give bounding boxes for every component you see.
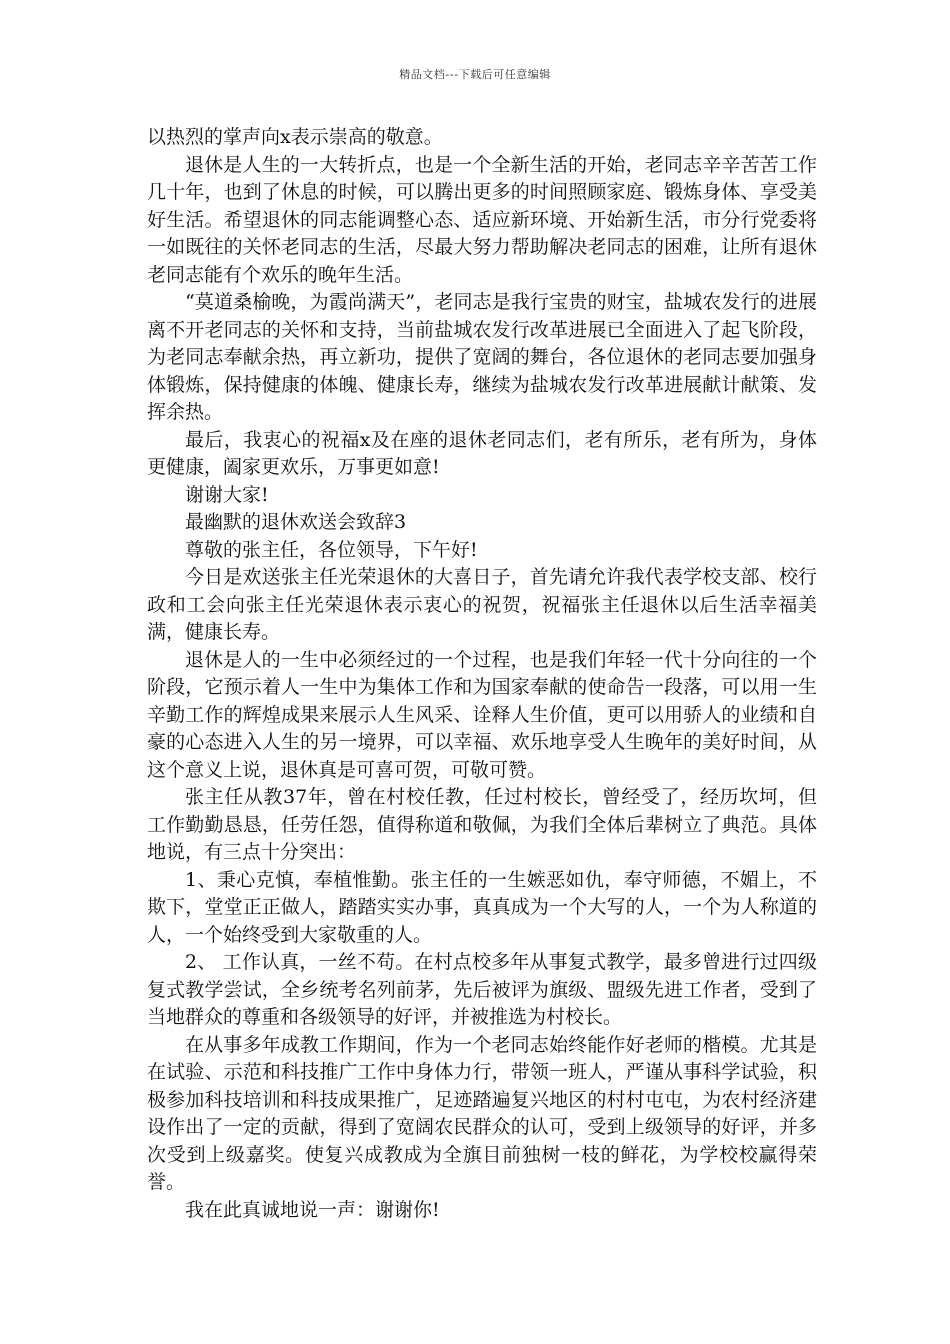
salutation: 尊敬的张主任，各位领导，下午好!: [185, 538, 478, 561]
section-heading: 最幽默的退休欢送会致辞3: [185, 511, 407, 533]
document-body: [147, 124, 817, 1224]
page-header: 精品文档---下载后可任意编辑: [399, 68, 551, 81]
list-item: 1、秉心克慎，奉植惟勤。张主任的一生嫉恶如仇，奉守师德，不媚上，不欺下，堂堂正正做人，踏踏实实办事，真真成为一个大写的人，一个为人称道的人，一个始终受到大家敬重的人。: [147, 868, 817, 946]
paragraph: 张主任从教37年，曾在村校任教，任过村校长，曾经受了，经历坎坷，但工作勤勤恳恳，任劳任怨，值得称道和敬佩，为我们全体后辈树立了典范。具体地说，有三点十分突出：: [147, 786, 817, 863]
paragraph: 退休是人生的一大转折点，也是一个全新生活的开始，老同志辛辛苦苦工作几十年，也到了休息的时候，可以腾出更多的时间照顾家庭、锻炼身体、享受美好生活。希望退休的同志能调整心态、适应新环境、开始新生活，市分行党委将一如既往的关怀老同志的生活，尽最大努力帮助解决老同志的困难，让所有退休老同志能有个欢乐的晚年生活。: [147, 153, 817, 286]
closing-line: 我在此真诚地说一声：谢谢你!: [185, 1198, 440, 1221]
paragraph: 在从事多年成教工作期间，作为一个老同志始终能作好老师的楷模。尤其是在试验、示范和科技推广工作中身体力行，带领一班人，严谨从事科学试验，积极参加科技培训和科技成果推广，足迹踏遍复兴地区的村村屯屯，为农村经济建设作出了一定的贡献，得到了宽阔农民群众的认可，受到上级领导的好评，并多次受到上级嘉奖。使复兴成教成为全旗目前独树一枝的鲜花，为学校校赢得荣誉。: [147, 1033, 817, 1193]
paragraph: 最后，我衷心的祝福x及在座的退休老同志们，老有所乐，老有所为，身体更健康，阖家更欢乐，万事更如意!: [147, 428, 817, 478]
list-item: 2、 工作认真，一丝不苟。在村点校多年从事复式教学，最多曾进行过四级复式教学尝试，全乡统考名列前茅，先后被评为旗级、盟级先进工作者，受到了当地群众的尊重和各级领导的好评，并被推选为村校长。: [147, 951, 817, 1028]
paragraph: “莫道桑榆晚，为霞尚满天”，老同志是我行宝贵的财宝，盐城农发行的进展离不开老同志的关怀和支持，当前盐城农发行改革进展已全面进入了起飞阶段，为老同志奉献余热，再立新功，提供了宽阔的舞台，各位退休的老同志要加强身体锻炼，保持健康的体魄、健康长寿，继续为盐城农发行改革进展献计献策、发挥余热。: [147, 291, 817, 423]
paragraph: 退休是人的一生中必须经过的一个过程，也是我们年轻一代十分向往的一个阶段，它预示着人一生中为集体工作和为国家奉献的使命告一段落，可以用一生辛勤工作的辉煌成果来展示人生风采、诠释人生价值，更可以用骄人的业绩和自豪的心态进入人生的另一境界，可以幸福、欢乐地享受人生晚年的美好时间，从这个意义上说，退休真是可喜可贺，可敬可赞。: [147, 648, 817, 781]
paragraph: 今日是欢送张主任光荣退休的大喜日子，首先请允许我代表学校支部、校行政和工会向张主任光荣退休表示衷心的祝贺，祝福张主任退休以后生活幸福美满，健康长寿。: [147, 566, 817, 643]
paragraph: 以热烈的掌声向x表示崇高的敬意。: [147, 126, 443, 148]
paragraph: 谢谢大家!: [185, 483, 269, 506]
